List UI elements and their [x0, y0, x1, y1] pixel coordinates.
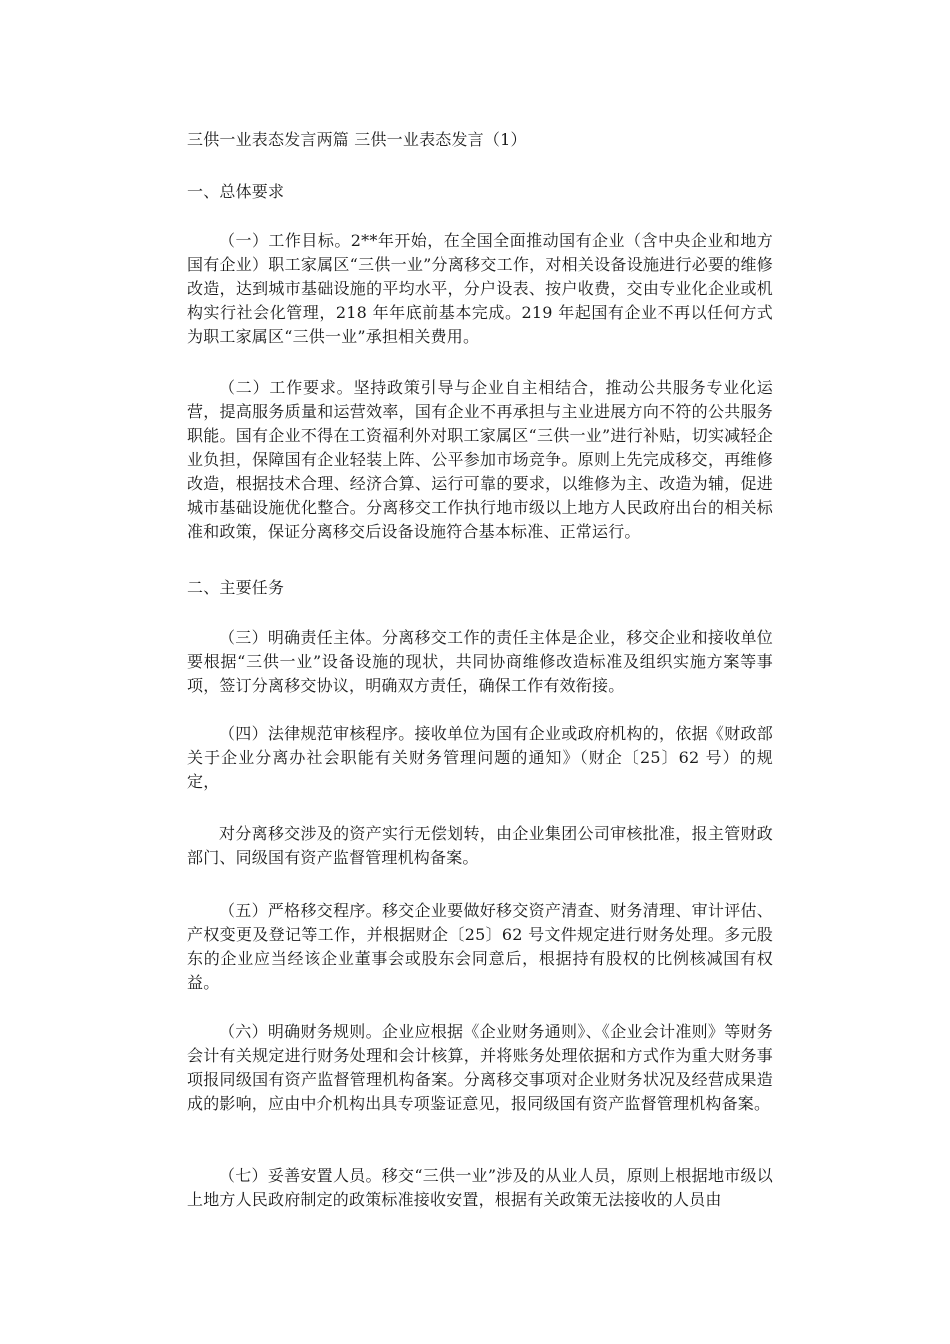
paragraph-work-requirements: （二）工作要求。坚持政策引导与企业自主相结合，推动公共服务专业化运营，提高服务质量和运营效率，国有企业不再承担与主业进展方向不符的公共服务职能。国有企业不得在工资福利外对职工家属区“三供一业”进行补贴，切实减轻企业负担，保障国有企业轻装上阵、公平参加市场竞争。原则上先完成移交，再维修改造，根据技术合理、经济合算、运行可靠的要求，以维修为主、改造为辅，促进城市基础设施优化整合。分离移交工作执行地市级以上地方人民政府出台的相关标准和政策，保证分离移交后设备设施符合基本标准、正常运行。: [187, 378, 773, 541]
paragraph-review-procedure: （四）法律规范审核程序。接收单位为国有企业或政府机构的，依据《财政部关于企业分离办社会职能有关财务管理问题的通知》（财企〔25〕62 号）的规定，: [187, 724, 773, 791]
section-heading-main-tasks: 二、主要任务: [187, 578, 285, 597]
paragraph-personnel: （七）妥善安置人员。移交“三供一业”涉及的从业人员，原则上根据地市级以上地方人民政府制定的政策标准接收安置，根据有关政策无法接收的人员由: [187, 1166, 773, 1209]
paragraph-financial-rules: （六）明确财务规则。企业应根据《企业财务通则》、《企业会计准则》等财务会计有关规定进行财务处理和会计核算，并将账务处理依据和方式作为重大财务事项报同级国有资产监督管理机构备案。分离移交事项对企业财务状况及经营成果造成的影响，应由中介机构出具专项鉴证意见，报同级国有资产监督管理机构备案。: [187, 1022, 773, 1113]
section-heading-general-requirements: 一、总体要求: [187, 182, 285, 201]
document-title: 三供一业表态发言两篇 三供一业表态发言（1）: [187, 130, 527, 149]
paragraph-responsibility: （三）明确责任主体。分离移交工作的责任主体是企业，移交企业和接收单位要根据“三供一业”设备设施的现状，共同协商维修改造标准及组织实施方案等事项，签订分离移交协议，明确双方责任，确保工作有效衔接。: [187, 628, 773, 695]
paragraph-work-goal: （一）工作目标。2**年开始，在全国全面推动国有企业（含中央企业和地方国有企业）职工家属区“三供一业”分离移交工作，对相关设备设施进行必要的维修改造，达到城市基础设施的平均水平，分户设表、按户收费，交由专业化企业或机构实行社会化管理，218 年年底前基本完成。219 年起国有企业不再以任何方式为职工家属区“三供一业”承担相关费用。: [187, 231, 773, 346]
paragraph-asset-transfer: 对分离移交涉及的资产实行无偿划转，由企业集团公司审核批准，报主管财政部门、同级国有资产监督管理机构备案。: [187, 824, 773, 867]
paragraph-transfer-procedure: （五）严格移交程序。移交企业要做好移交资产清查、财务清理、审计评估、产权变更及登记等工作，并根据财企〔25〕62 号文件规定进行财务处理。多元股东的企业应当经该企业董事会或股东会同意后，根据持有股权的比例核减国有权益。: [187, 901, 773, 992]
